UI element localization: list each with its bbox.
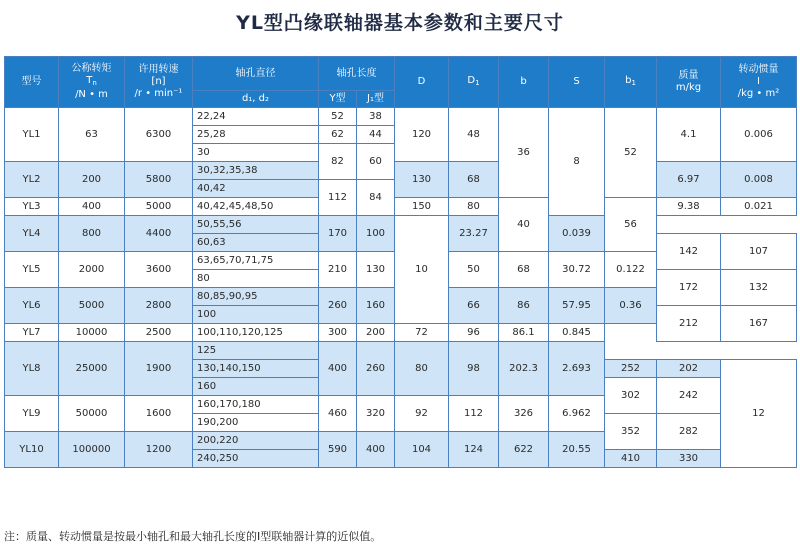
header-bore-diameter: 轴孔直径 <box>193 57 319 91</box>
table-row <box>5 108 797 126</box>
D-cell: 170 <box>319 216 357 252</box>
D-cell: 460 <box>319 396 357 432</box>
b-cell: 66 <box>449 288 499 324</box>
b-cell: 104 <box>395 432 449 468</box>
bore-diameter-cell: 80,85,90,95 <box>193 288 319 306</box>
mass-cell: 86.1 <box>499 324 549 342</box>
table-row <box>5 162 797 180</box>
y-length-cell: 82 <box>319 144 357 180</box>
y-length-cell: 352 <box>605 414 657 450</box>
bore-diameter-cell: 63,65,70,71,75 <box>193 252 319 270</box>
speed-cell: 6300 <box>125 108 193 162</box>
j1-length-cell: 202 <box>657 360 721 378</box>
bore-diameter-cell: 190,200 <box>193 414 319 432</box>
D1-cell: 400 <box>357 432 395 468</box>
bore-diameter-cell: 25,28 <box>193 126 319 144</box>
D1-cell: 68 <box>449 162 499 198</box>
header-D1: $D_1$ <box>449 57 499 108</box>
bore-diameter-cell: 40,42 <box>193 180 319 198</box>
bore-diameter-cell: 200,220 <box>193 432 319 450</box>
D1-cell: 160 <box>357 288 395 324</box>
y-length-cell: 172 <box>657 270 721 306</box>
y-length-cell: 112 <box>319 180 357 216</box>
b-cell: 50 <box>449 252 499 288</box>
mass-cell: 6.97 <box>657 162 721 198</box>
D-cell: 150 <box>395 198 449 216</box>
model-cell: YL2 <box>5 162 59 198</box>
model-cell: YL5 <box>5 252 59 288</box>
bore-diameter-cell: 60,63 <box>193 234 319 252</box>
b1-cell: 68 <box>499 252 549 288</box>
torque-cell: 50000 <box>59 396 125 432</box>
bore-diameter-cell: 240,250 <box>193 450 319 468</box>
table-row <box>5 216 797 234</box>
bore-diameter-cell: 130,140,150 <box>193 360 319 378</box>
speed-cell: 5000 <box>125 198 193 216</box>
inertia-cell: 0.008 <box>721 162 797 198</box>
b-cell: 72 <box>395 324 449 342</box>
bore-diameter-cell: 22,24 <box>193 108 319 126</box>
header-j1-type: J₁型 <box>357 91 395 108</box>
S-cell: 10 <box>395 216 449 324</box>
header-S: S <box>549 57 605 108</box>
bore-diameter-cell: 160,170,180 <box>193 396 319 414</box>
header-b: b <box>499 57 549 108</box>
inertia-cell: 0.122 <box>605 252 657 288</box>
torque-cell: 25000 <box>59 342 125 396</box>
header-mass: 质量 m/kg <box>657 57 721 108</box>
b-cell: 92 <box>395 396 449 432</box>
b-cell: 80 <box>395 342 449 396</box>
inertia-cell: 2.693 <box>549 342 605 396</box>
inertia-cell: 20.55 <box>549 432 605 468</box>
D1-cell: 80 <box>449 198 499 216</box>
D1-cell: 48 <box>449 108 499 162</box>
torque-cell: 400 <box>59 198 125 216</box>
page-title: YL型凸缘联轴器基本参数和主要尺寸 <box>236 12 564 34</box>
bore-diameter-cell: 100 <box>193 306 319 324</box>
y-length-cell: 302 <box>605 378 657 414</box>
bore-diameter-cell: 30,32,35,38 <box>193 162 319 180</box>
model-cell: YL8 <box>5 342 59 396</box>
header-model: 型号 <box>5 57 59 108</box>
inertia-cell: 0.021 <box>721 198 797 216</box>
model-cell: YL6 <box>5 288 59 324</box>
speed-cell: 4400 <box>125 216 193 252</box>
j1-length-cell: 60 <box>357 144 395 180</box>
b1-cell: 96 <box>449 324 499 342</box>
j1-length-cell: 167 <box>721 306 797 342</box>
speed-cell: 3600 <box>125 252 193 288</box>
b1-cell: 98 <box>449 342 499 396</box>
torque-cell: 200 <box>59 162 125 198</box>
y-length-cell: 252 <box>605 360 657 378</box>
header-y-type: Y型 <box>319 91 357 108</box>
bore-diameter-cell: 125 <box>193 342 319 360</box>
model-cell: YL1 <box>5 108 59 162</box>
b-cell: 40 <box>499 198 549 252</box>
bore-diameter-cell: 80 <box>193 270 319 288</box>
mass-cell: 326 <box>499 396 549 432</box>
inertia-cell: 0.36 <box>605 288 657 324</box>
torque-cell: 5000 <box>59 288 125 324</box>
j1-length-cell: 38 <box>357 108 395 126</box>
D-cell: 210 <box>319 252 357 288</box>
mass-cell: 30.72 <box>549 252 605 288</box>
D1-cell: 100 <box>357 216 395 252</box>
mass-cell: 57.95 <box>549 288 605 324</box>
inertia-cell: 0.845 <box>549 324 605 342</box>
j1-length-cell: 132 <box>721 270 797 306</box>
torque-cell: 2000 <box>59 252 125 288</box>
header-D: D <box>395 57 449 108</box>
model-cell: YL4 <box>5 216 59 252</box>
D-cell: 400 <box>319 342 357 396</box>
bore-diameter-cell: 50,55,56 <box>193 216 319 234</box>
header-bore-subscript: d₁, d₂ <box>193 91 319 108</box>
table-row <box>5 342 797 360</box>
mass-cell: 4.1 <box>657 108 721 162</box>
j1-length-cell: 44 <box>357 126 395 144</box>
j1-length-cell: 242 <box>657 378 721 414</box>
mass-cell: 622 <box>499 432 549 468</box>
y-length-cell: 212 <box>657 306 721 342</box>
header-speed: 许用转速 [n] /r • min⁻¹ <box>125 57 193 108</box>
D1-cell: 260 <box>357 342 395 396</box>
D1-cell: 320 <box>357 396 395 432</box>
mass-cell: 23.27 <box>449 216 499 252</box>
coupling-spec-table <box>4 56 797 468</box>
y-length-cell: 142 <box>657 234 721 270</box>
model-cell: YL9 <box>5 396 59 432</box>
mass-cell: 9.38 <box>657 198 721 216</box>
model-cell: YL3 <box>5 198 59 216</box>
torque-cell: 10000 <box>59 324 125 342</box>
speed-cell: 2500 <box>125 324 193 342</box>
b1-cell: 52 <box>605 108 657 198</box>
y-length-cell: 62 <box>319 126 357 144</box>
torque-cell: 63 <box>59 108 125 162</box>
bore-diameter-cell: 30 <box>193 144 319 162</box>
j1-length-cell: 107 <box>721 234 797 270</box>
header-b1: $b_1$ <box>605 57 657 108</box>
b1-cell: 112 <box>449 396 499 432</box>
D1-cell: 200 <box>357 324 395 342</box>
table-row <box>5 198 797 216</box>
footnote: 注：质量、转动惯量是按最小轴孔和最大轴孔长度的Ⅰ型联轴器计算的近似值。 <box>4 530 382 543</box>
torque-cell: 800 <box>59 216 125 252</box>
D-cell: 120 <box>395 108 449 162</box>
header-torque: 公称转矩 $T_n$ /N • m <box>59 57 125 108</box>
bore-diameter-cell: 160 <box>193 378 319 396</box>
inertia-cell: 6.962 <box>549 396 605 432</box>
header-bore-length: 轴孔长度 <box>319 57 395 91</box>
mass-cell: 202.3 <box>499 342 549 396</box>
bore-diameter-cell: 100,110,120,125 <box>193 324 319 342</box>
inertia-cell: 0.039 <box>549 216 605 252</box>
j1-length-cell: 330 <box>657 450 721 468</box>
D-cell: 590 <box>319 432 357 468</box>
b-cell: 36 <box>499 108 549 198</box>
inertia-cell: 0.006 <box>721 108 797 162</box>
D-cell: 260 <box>319 288 357 324</box>
torque-cell: 100000 <box>59 432 125 468</box>
table-header <box>5 57 797 108</box>
S-cell: 8 <box>549 108 605 216</box>
D-cell: 130 <box>395 162 449 198</box>
speed-cell: 1200 <box>125 432 193 468</box>
header-inertia: 转动惯量 I /kg • m² <box>721 57 797 108</box>
model-cell: YL7 <box>5 324 59 342</box>
y-length-cell: 410 <box>605 450 657 468</box>
speed-cell: 1900 <box>125 342 193 396</box>
y-length-cell: 52 <box>319 108 357 126</box>
bore-diameter-cell: 40,42,45,48,50 <box>193 198 319 216</box>
b1-cell: 86 <box>499 288 549 324</box>
b1-cell: 56 <box>605 198 657 252</box>
j1-length-cell: 84 <box>357 180 395 216</box>
D1-cell: 130 <box>357 252 395 288</box>
b1-cell: 124 <box>449 432 499 468</box>
speed-cell: 2800 <box>125 288 193 324</box>
D-cell: 300 <box>319 324 357 342</box>
speed-cell: 1600 <box>125 396 193 432</box>
j1-length-cell: 282 <box>657 414 721 450</box>
model-cell: YL10 <box>5 432 59 468</box>
speed-cell: 5800 <box>125 162 193 198</box>
S-cell: 12 <box>721 360 797 468</box>
